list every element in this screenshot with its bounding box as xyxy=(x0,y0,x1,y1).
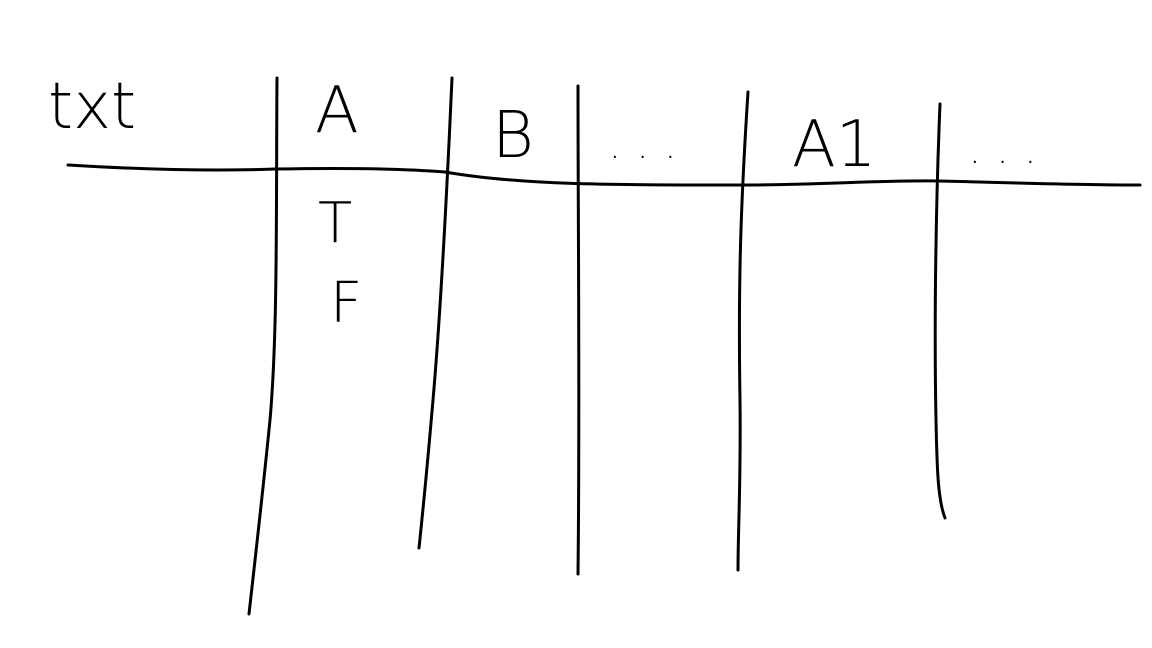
column-header-b: B xyxy=(492,99,534,173)
column-divider-3 xyxy=(578,86,579,574)
cell-a-row-1: T xyxy=(318,191,353,256)
header-separator-line xyxy=(68,165,1140,185)
column-header-a: A xyxy=(315,74,359,148)
column-header-ellipsis-1: ... xyxy=(612,142,696,163)
column-divider-5 xyxy=(935,104,945,518)
column-header-txt: txt xyxy=(48,70,137,144)
column-header-a1: A1 xyxy=(792,108,877,182)
column-divider-1 xyxy=(249,78,277,614)
column-header-ellipsis-2: ... xyxy=(972,147,1056,168)
cell-a-row-2: F xyxy=(330,271,363,336)
column-divider-2 xyxy=(419,78,452,548)
column-divider-4 xyxy=(738,92,748,570)
